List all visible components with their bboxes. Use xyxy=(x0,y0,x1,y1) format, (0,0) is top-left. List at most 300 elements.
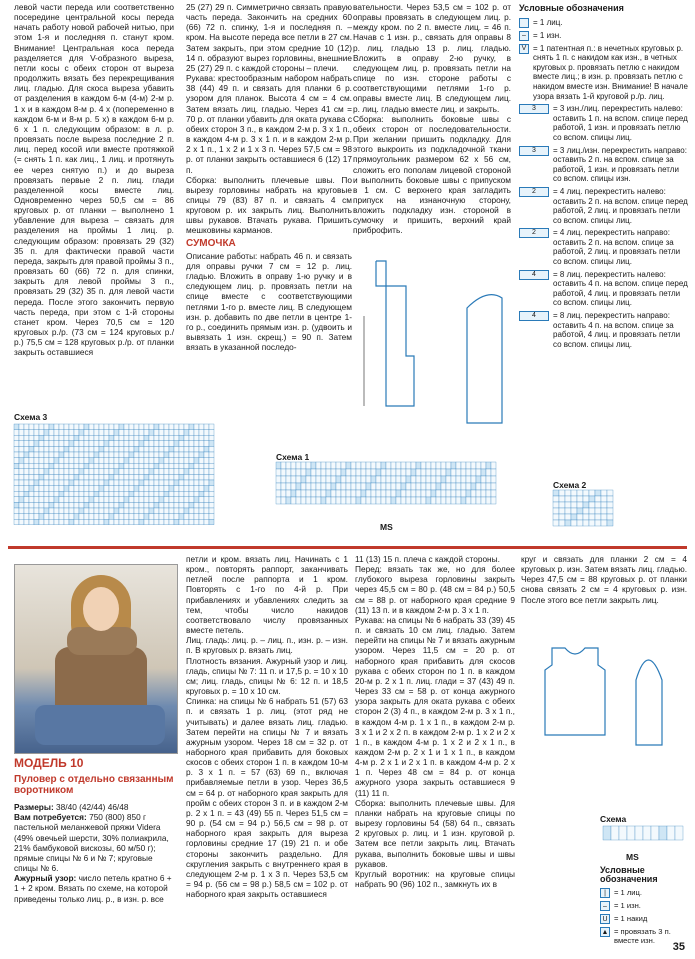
chart-cell xyxy=(466,497,471,504)
chart-cell xyxy=(109,446,114,452)
chart-cell xyxy=(34,452,39,458)
chart-cell xyxy=(286,462,291,469)
legend-text: = 3 изн./лиц. перекрестить налево: оставить 1 п. на вспом. спице перед работой, 1 изн. и провязать петлю со вспом. спицы лиц. xyxy=(553,104,688,142)
chart-cell xyxy=(189,452,194,458)
chart-cell xyxy=(351,497,356,504)
chart-cell xyxy=(179,430,184,436)
chart-cell xyxy=(49,519,54,525)
column-4-text-a: петли и кром. вязать лиц. Начинать с 1 кром., повторять раппорт, заканчивать петлей после раппорта и 1 кром. Повторять с 1-го по 4-й р. При прибавлениях и убавлениях следить за тем, чтобы число накидов соответствовало числу провязанных вместе петель. xyxy=(186,554,348,636)
chart-cell xyxy=(24,469,29,475)
chart-cell xyxy=(64,430,69,436)
chart-cell xyxy=(184,474,189,480)
chart-cell xyxy=(129,508,134,514)
chart-cell xyxy=(301,497,306,504)
cross-left-8-icon: 4 xyxy=(519,270,549,280)
chart-cell xyxy=(99,458,104,464)
chart-cell xyxy=(84,446,89,452)
chart-cell xyxy=(601,520,607,526)
chart-cell xyxy=(466,476,471,483)
chart-cell xyxy=(326,497,331,504)
chart-cell xyxy=(29,519,34,525)
knit-symbol-icon: | xyxy=(600,888,610,898)
chart-cell xyxy=(461,469,466,476)
chart-cell xyxy=(124,480,129,486)
chart-cell xyxy=(124,469,129,475)
chart-cell xyxy=(114,441,119,447)
chart-cell xyxy=(194,519,199,525)
schema-small-title: Схема xyxy=(600,814,627,824)
chart-cell xyxy=(139,441,144,447)
chart-cell xyxy=(209,502,214,508)
chart-cell xyxy=(139,486,144,492)
section-divider xyxy=(8,546,687,549)
chart-cell xyxy=(74,519,79,525)
chart-cell xyxy=(64,446,69,452)
chart-cell xyxy=(169,469,174,475)
chart-cell xyxy=(129,458,134,464)
chart-cell xyxy=(14,486,19,492)
chart-cell xyxy=(129,469,134,475)
chart-cell xyxy=(184,486,189,492)
chart-cell xyxy=(59,508,64,514)
chart-cell xyxy=(204,469,209,475)
chart-cell xyxy=(204,435,209,441)
chart-cell xyxy=(376,469,381,476)
chart-cell xyxy=(129,452,134,458)
chart-cell xyxy=(199,497,204,503)
chart-cell xyxy=(204,424,209,430)
chart-cell xyxy=(89,452,94,458)
chart-cell xyxy=(144,435,149,441)
chart-cell xyxy=(456,490,461,497)
chart-cell xyxy=(199,486,204,492)
chart-cell xyxy=(286,483,291,490)
schema1-title: Схема 1 xyxy=(276,452,310,462)
chart-cell xyxy=(199,519,204,525)
chart-cell xyxy=(14,441,19,447)
chart-cell xyxy=(184,497,189,503)
chart-cell xyxy=(134,502,139,508)
chart-cell xyxy=(589,508,595,514)
chart-cell xyxy=(49,502,54,508)
chart-cell xyxy=(34,446,39,452)
chart-cell xyxy=(179,519,184,525)
chart-cell xyxy=(94,458,99,464)
chart-cell xyxy=(296,490,301,497)
legend-row xyxy=(519,311,689,349)
sleeve-schematic xyxy=(462,288,512,428)
chart-cell xyxy=(39,435,44,441)
chart-cell xyxy=(179,441,184,447)
chart-cell xyxy=(553,496,559,502)
chart-cell xyxy=(169,430,174,436)
legend2-row xyxy=(600,914,690,924)
chart-cell xyxy=(69,435,74,441)
chart-cell xyxy=(456,469,461,476)
chart-cell xyxy=(306,462,311,469)
chart-cell xyxy=(589,502,595,508)
chart-cell xyxy=(421,483,426,490)
chart-cell xyxy=(426,497,431,504)
legend2-text: = 1 накид xyxy=(614,914,648,923)
chart-cell xyxy=(94,469,99,475)
chart-cell xyxy=(79,452,84,458)
chart-cell xyxy=(441,469,446,476)
chart-cell xyxy=(174,474,179,480)
chart-cell xyxy=(189,508,194,514)
chart-cell xyxy=(14,458,19,464)
chart-cell xyxy=(386,497,391,504)
chart-cell xyxy=(667,826,675,840)
chart-cell xyxy=(139,508,144,514)
chart-cell xyxy=(421,469,426,476)
chart-cell xyxy=(69,446,74,452)
chart-cell xyxy=(159,519,164,525)
chart-cell xyxy=(39,474,44,480)
chart-cell xyxy=(129,474,134,480)
chart-cell xyxy=(209,458,214,464)
chart-cell xyxy=(301,490,306,497)
chart-cell xyxy=(119,452,124,458)
chart-cell xyxy=(476,469,481,476)
chart-cell xyxy=(104,435,109,441)
chart-cell xyxy=(139,452,144,458)
legend-row xyxy=(519,270,689,308)
chart-cell xyxy=(149,514,154,520)
chart-cell xyxy=(189,424,194,430)
chart-cell xyxy=(59,469,64,475)
chart-cell xyxy=(34,463,39,469)
chart-cell xyxy=(559,508,565,514)
chart-cell xyxy=(49,491,54,497)
chart-cell xyxy=(64,469,69,475)
chart-cell xyxy=(124,452,129,458)
chart-cell xyxy=(69,480,74,486)
chart-cell xyxy=(204,430,209,436)
chart-cell xyxy=(134,446,139,452)
chart-cell xyxy=(149,508,154,514)
chart-cell xyxy=(19,469,24,475)
chart-cell xyxy=(461,497,466,504)
chart-cell xyxy=(184,424,189,430)
chart-cell xyxy=(84,435,89,441)
chart-cell xyxy=(19,446,24,452)
model-10-block xyxy=(14,758,178,904)
chart-cell xyxy=(401,476,406,483)
chart-cell xyxy=(14,446,19,452)
chart-cell xyxy=(189,486,194,492)
sizes-label: Размеры: xyxy=(14,802,54,813)
chart-cell xyxy=(99,502,104,508)
chart-cell xyxy=(346,462,351,469)
chart-cell xyxy=(99,474,104,480)
chart-cell xyxy=(54,435,59,441)
chart-cell xyxy=(436,483,441,490)
chart-cell xyxy=(64,435,69,441)
legend-row xyxy=(519,146,689,184)
chart-cell xyxy=(316,497,321,504)
chart-cell xyxy=(204,514,209,520)
chart-cell xyxy=(89,430,94,436)
chart-cell xyxy=(179,469,184,475)
chart-cell xyxy=(154,463,159,469)
chart-cell xyxy=(431,483,436,490)
chart-cell xyxy=(14,452,19,458)
legend-title: Условные обозначения xyxy=(519,3,624,13)
chart-cell xyxy=(204,480,209,486)
chart-cell xyxy=(154,435,159,441)
chart-cell xyxy=(209,452,214,458)
chart-cell xyxy=(24,463,29,469)
chart-cell xyxy=(34,502,39,508)
chart-cell xyxy=(376,462,381,469)
chart-cell xyxy=(59,463,64,469)
chart-cell xyxy=(99,497,104,503)
chart-cell xyxy=(189,446,194,452)
chart-cell xyxy=(401,497,406,504)
chart-cell xyxy=(164,514,169,520)
chart-cell xyxy=(276,462,281,469)
chart-cell xyxy=(316,483,321,490)
chart-cell xyxy=(184,446,189,452)
chart-cell xyxy=(466,469,471,476)
chart-cell xyxy=(164,502,169,508)
chart-cell xyxy=(94,502,99,508)
chart-cell xyxy=(144,514,149,520)
chart-cell xyxy=(14,502,19,508)
chart-cell xyxy=(154,430,159,436)
chart-cell xyxy=(179,497,184,503)
chart-cell xyxy=(571,502,577,508)
chart-cell xyxy=(194,474,199,480)
chart-cell xyxy=(179,502,184,508)
chart-cell xyxy=(311,490,316,497)
chart-cell xyxy=(184,469,189,475)
legend-text: = 1 патентная п.: в нечетных круговых р. снять 1 п. с накидом как изн., в четных круговых р. провязать петлю с накидом вместе лиц.; в изн. р. провязать петлю с накидом вместе изн. Внимание! В начале узора вязать 1-й круговой р./р. лиц. xyxy=(533,43,688,101)
chart-cell xyxy=(411,462,416,469)
chart-cell xyxy=(371,476,376,483)
chart-cell xyxy=(34,486,39,492)
chart-cell xyxy=(44,502,49,508)
chart-cell xyxy=(611,826,619,840)
sizes-value: 38/40 (42/44) 46/48 xyxy=(56,802,129,813)
chart-cell xyxy=(114,463,119,469)
chart-cell xyxy=(184,508,189,514)
sleeves-text-2: Рукава: на спицы № 6 набрать 33 (39) 45 п. и связать 10 см лиц. гладью. Затем перейти на спицы № 7 и вязать ажурным узором. Через 11,5 см = 20 р. от наборного края прибавить для скосов рукава с обеих сторон по 1 п. в каждом 20-м р. 2 x 1 п. лиц. глади = 37 (43) 49 п. Через 33 см = 58 р. от конца ажурного узора закрыть для оката рукава с обеих сторон 2 (3) 4 п., в каждом 2-м р. 3 x 1 п., в каждом 4-м р. 1 x 1 п., в каждом 2-м р. 3 x 1 и 2 x 2 п. в каждом 2-м р. 1 x 2 и 2 x 1 п., в каждом 4-м р. 1 x 2 и 2 x 1 п., в каждом 2-м р. 2 x 1 и 1 x 1 п., в каждом 4-м р. 2 x 1 и 2 x 1 п. в каждом 4-м р. 2 x 1 п. Через 48 см = 84 р. от конца ажурного узора закрыть оставшиеся 9 (11) 11 п. xyxy=(355,614,515,798)
column-5-text-a: 11 (13) 15 п. плеча с каждой стороны. xyxy=(355,554,500,564)
chart-cell xyxy=(74,435,79,441)
chart-cell xyxy=(194,424,199,430)
chart-cell xyxy=(74,486,79,492)
legend-top xyxy=(519,4,689,352)
chart-cell xyxy=(446,497,451,504)
lace-pattern-label: Ажурный узор: xyxy=(14,873,77,884)
chart-cell xyxy=(296,469,301,476)
chart-cell xyxy=(169,424,174,430)
chart-cell xyxy=(19,519,24,525)
chart-cell xyxy=(189,463,194,469)
chart-cell xyxy=(89,480,94,486)
chart-cell xyxy=(481,497,486,504)
cross-left-4-icon: 2 xyxy=(519,187,549,197)
chart-cell xyxy=(84,469,89,475)
legend2-text: = 1 изн. xyxy=(614,901,641,910)
chart-cell xyxy=(326,490,331,497)
chart-cell xyxy=(179,480,184,486)
chart-cell xyxy=(209,480,214,486)
chart-cell xyxy=(174,508,179,514)
chart-cell xyxy=(491,469,496,476)
chart-cell xyxy=(391,490,396,497)
sleeve-schematic-2 xyxy=(628,640,673,750)
chart-cell xyxy=(99,491,104,497)
chart-cell xyxy=(24,491,29,497)
chart-cell xyxy=(356,462,361,469)
chart-cell xyxy=(124,463,129,469)
chart-cell xyxy=(174,463,179,469)
chart-cell xyxy=(59,519,64,525)
chart-cell xyxy=(189,458,194,464)
chart-cell xyxy=(134,458,139,464)
chart-cell xyxy=(124,424,129,430)
chart-cell xyxy=(174,430,179,436)
chart-cell xyxy=(451,497,456,504)
chart-cell xyxy=(401,469,406,476)
chart-cell xyxy=(371,497,376,504)
purl-symbol-icon: – xyxy=(600,901,610,911)
chart-cell xyxy=(184,452,189,458)
chart-cell xyxy=(29,452,34,458)
chart-cell xyxy=(119,519,124,525)
chart-cell xyxy=(601,490,607,496)
chart-cell xyxy=(386,469,391,476)
chart-cell xyxy=(144,497,149,503)
chart-cell xyxy=(406,497,411,504)
chart-cell xyxy=(184,502,189,508)
chart-cell xyxy=(29,469,34,475)
chart-cell xyxy=(199,491,204,497)
chart-cell xyxy=(601,508,607,514)
chart-cell xyxy=(124,519,129,525)
sleeves-text: Рукава: крестообразным набором набрать 38 (44) 49 п. и связать для планки 6 р. узором для планок. Высота 4 см = 4 см. Затем вязать лиц. гладью. Через 41 см = 70 р. от планки убавить для оката рукава с обеих сторон 3 п., в каждом 2-м р. 3 x 1 п., в каждом 4-м р. 3 x 1 п. и в каждом 2-м р. 2 x 1 п., 1 x 2 и 1 x 3 п. Через 57,5 см = 98 р. от планки закрыть оставшиеся 6 (12) 17 п. xyxy=(186,73,352,175)
chart-cell xyxy=(99,519,104,525)
chart-cell xyxy=(149,486,154,492)
chart-cell xyxy=(426,490,431,497)
chart-cell xyxy=(89,491,94,497)
chart-cell xyxy=(49,486,54,492)
chart-cell xyxy=(74,474,79,480)
chart-cell xyxy=(129,463,134,469)
chart-cell xyxy=(164,508,169,514)
chart-cell xyxy=(74,502,79,508)
chart-cell xyxy=(154,508,159,514)
chart-cell xyxy=(204,452,209,458)
chart-cell xyxy=(134,441,139,447)
legend-row xyxy=(519,31,689,41)
chart-cell xyxy=(169,435,174,441)
chart-cell xyxy=(199,463,204,469)
chart-cell xyxy=(154,480,159,486)
chart-cell xyxy=(446,483,451,490)
chart-cell xyxy=(59,480,64,486)
chart-cell xyxy=(401,490,406,497)
chart-cell xyxy=(336,476,341,483)
chart-cell xyxy=(29,424,34,430)
chart-cell xyxy=(601,502,607,508)
chart-cell xyxy=(441,462,446,469)
chart-cell xyxy=(14,469,19,475)
chart-cell xyxy=(54,497,59,503)
chart-cell xyxy=(84,474,89,480)
chart-cell xyxy=(59,497,64,503)
chart-cell xyxy=(209,514,214,520)
chart-cell xyxy=(84,480,89,486)
chart-cell xyxy=(169,497,174,503)
chart-cell xyxy=(431,476,436,483)
chart-cell xyxy=(79,480,84,486)
chart-cell xyxy=(94,430,99,436)
chart-cell xyxy=(54,474,59,480)
chart-cell xyxy=(371,490,376,497)
chart-cell xyxy=(391,483,396,490)
chart-cell xyxy=(109,463,114,469)
chart-cell xyxy=(627,826,635,840)
chart-cell xyxy=(89,458,94,464)
chart-cell xyxy=(39,458,44,464)
chart-cell xyxy=(159,514,164,520)
chart-cell xyxy=(89,469,94,475)
chart-cell xyxy=(491,476,496,483)
chart-cell xyxy=(19,452,24,458)
chart-cell xyxy=(19,480,24,486)
chart-cell xyxy=(326,483,331,490)
chart-cell xyxy=(134,435,139,441)
chart-cell xyxy=(601,514,607,520)
chart-cell xyxy=(119,430,124,436)
chart-cell xyxy=(149,502,154,508)
legend2-row xyxy=(600,901,690,911)
chart-cell xyxy=(321,469,326,476)
chart-cell xyxy=(164,452,169,458)
chart-cell xyxy=(174,441,179,447)
chart-cell xyxy=(129,491,134,497)
chart-cell xyxy=(466,490,471,497)
chart-cell xyxy=(381,490,386,497)
chart-cell xyxy=(149,446,154,452)
chart-cell xyxy=(114,497,119,503)
chart-cell xyxy=(64,497,69,503)
text-column-2 xyxy=(186,2,352,352)
chart-cell xyxy=(29,463,34,469)
knit-symbol-icon xyxy=(519,18,529,28)
chart-cell xyxy=(559,490,565,496)
chart-cell xyxy=(164,486,169,492)
chart-cell xyxy=(446,462,451,469)
chart-cell xyxy=(144,452,149,458)
chart-cell xyxy=(119,497,124,503)
chart-cell xyxy=(376,497,381,504)
chart-cell xyxy=(194,463,199,469)
chart-cell xyxy=(44,508,49,514)
chart-cell xyxy=(89,441,94,447)
chart-cell xyxy=(49,452,54,458)
chart-cell xyxy=(134,430,139,436)
chart-cell xyxy=(461,476,466,483)
collar-text: Круглый воротник: на круговые спицы набрать 90 (96) 102 п., замкнуть их в xyxy=(355,868,515,889)
chart-cell xyxy=(24,519,29,525)
chart-cell xyxy=(29,435,34,441)
chart-cell xyxy=(571,508,577,514)
